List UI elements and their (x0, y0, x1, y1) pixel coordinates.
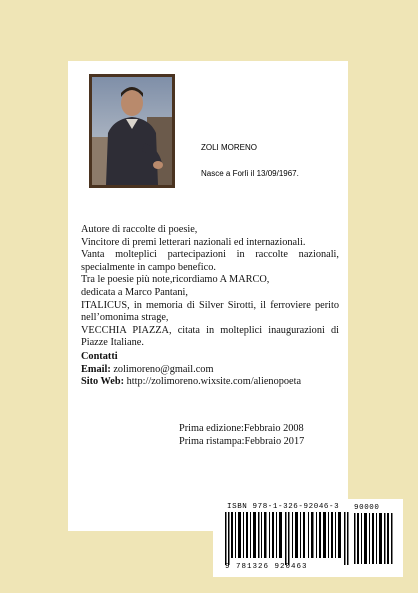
isbn-number: ISBN 978-1-326-92046-3 (227, 503, 340, 511)
isbn-barcode (213, 499, 403, 577)
bio-line: dedicata a Marco Pantani, (81, 286, 188, 298)
addon-barcode-bars (354, 513, 394, 564)
email-address[interactable]: zolimoreno@gmail.com (113, 363, 214, 375)
bio-line: Autore di raccolte di poesie, (81, 224, 198, 235)
addon-price-code: 90000 (354, 504, 380, 512)
ean-number: 9 781326 920463 (225, 563, 308, 571)
website-label: Sito Web: (81, 376, 125, 388)
bio-line: ITALICUS, in memoria di Silver Sirotti, il ferroviere perito nell’omonima strage, (81, 299, 339, 324)
contacts-section (81, 351, 341, 389)
author-photo (89, 74, 175, 188)
bio-line: Vincitore di premi letterari nazionali ed internazionali. (81, 236, 306, 248)
website-url[interactable]: http://zolimoreno.wixsite.com/alienopoeta (126, 376, 302, 388)
bio-line: VECCHIA PIAZZA, citata in molteplici inaugurazioni di Piazze Italiane. (81, 324, 339, 349)
first-edition: Prima edizione:Febbraio 2008 (179, 423, 304, 434)
bio-line: Tra le poesie più note,ricordiamo A MARCO, (81, 274, 270, 286)
back-cover-page (68, 61, 348, 531)
contacts-heading: Contatti (81, 351, 118, 362)
author-portrait-image (92, 77, 172, 185)
email-label: Email: (81, 363, 111, 375)
ean-barcode-bars (225, 512, 349, 565)
author-birth: Nasce a Forlì il 13/09/1967. (201, 169, 299, 178)
bio-line: Vanta molteplici partecipazioni in raccolte nazionali, specialmente in campo benefico. (81, 249, 339, 273)
editions-info (179, 423, 304, 448)
author-name: ZOLI MORENO (201, 143, 258, 152)
first-reprint: Prima ristampa:Febbraio 2017 (179, 435, 305, 447)
author-bio (81, 224, 339, 350)
